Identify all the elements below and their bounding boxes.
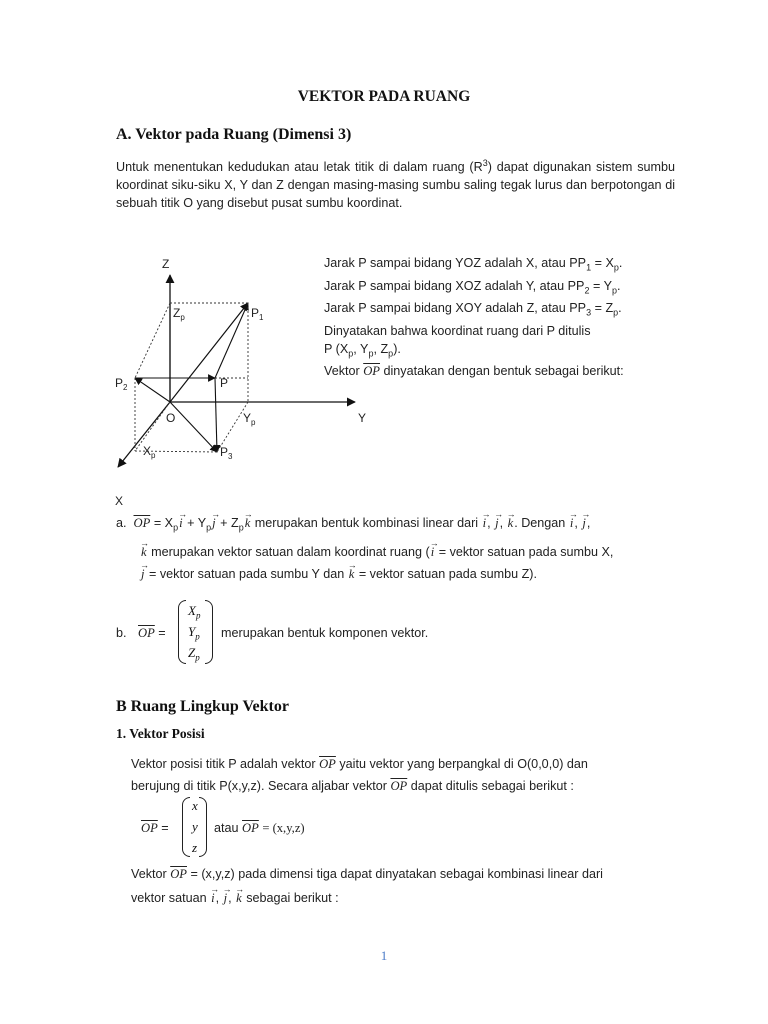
- item-a: a. $\overline{OP} = X_p\to i + Y_p\to j + Z_p\to k$ merupakan bentuk kombinasi linear dari → i, → j, → k. Dengan → i, → j, → k merupakan vektor satuan dalam koordinat ruang (→ i = vektor satuan pada sumbu X, → j = vektor satuan pada sumbu Y dan → k = vektor satuan pada sumbu Z).: [116, 514, 676, 583]
- item-b-text: merupakan bentuk komponen vektor.: [221, 626, 429, 640]
- label-x: X: [115, 494, 124, 508]
- matrix-y: y: [192, 819, 198, 834]
- label-p3: $P_3$: [220, 445, 233, 461]
- label-o: O: [166, 411, 176, 425]
- matrix-b-z: $Z_p$: [188, 645, 200, 663]
- section-a-heading: A. Vektor pada Ruang (Dimensi 3): [116, 126, 352, 143]
- subsection-1-heading: 1. Vektor Posisi: [116, 726, 205, 741]
- label-p2: $P_2$: [115, 376, 128, 392]
- section-a-intro: Untuk menentukan kedudukan atau letak titik di dalam ruang $(R^3)$ dapat digunakan sistem sumbu koordinat siku-siku X, Y dan Z dengan masing-masing sumbu saling tegak lurus dan berpotongan di sebuah titik O yang disebut pusat sumbu koordinat.: [116, 158, 676, 211]
- label-yp: $Y_p$: [243, 411, 256, 427]
- matrix-op-lhs: $\overline{OP}$ =: [141, 821, 169, 835]
- label-z: Z: [162, 257, 170, 271]
- label-p: P: [220, 376, 229, 390]
- posisi-paragraph: Vektor posisi titik P adalah vektor $\overline{OP}$ yaitu vektor yang berpangkal di O(0,0,0) dan berujung di titik P(x,y,z). Secara aljabar vektor $\overline{OP}$ dapat ditulis sebagai berikut :: [131, 757, 588, 793]
- matrix-b-y: $Y_p$: [188, 624, 200, 642]
- matrix-xyz-left-paren: [182, 797, 190, 857]
- vector-pp3: [215, 378, 217, 452]
- label-zp: $Z_p$: [173, 306, 185, 322]
- vector-op2: [135, 378, 170, 402]
- section-b-heading: B Ruang Lingkup Vektor: [116, 698, 289, 715]
- label-y: Y: [358, 411, 367, 425]
- matrix-x: x: [192, 798, 198, 813]
- item-b-label: b.: [116, 626, 127, 640]
- diagram-description: Jarak P sampai bidang YOZ adalah X, atau $PP_1 = X_p$. Jarak P sampai bidang XOZ adalah Y, atau $PP_2 = Y_p$. Jarak P sampai bidang XOY adalah Z, atau $PP_3 = Z_p$. Dinyatakan bahwa koordinat ruang dari P ditulis P ($X_p$, $Y_p$, $Z_p$). Vektor $\overline{OP}$ dinyatakan dengan bentuk sebagai berikut:: [324, 256, 624, 379]
- matrix-b-right-paren: [205, 600, 213, 664]
- matrix-xyz-right-paren: [199, 797, 207, 857]
- vector-op3: [170, 402, 217, 452]
- kombinasi-paragraph: Vektor $\overline{OP} = (x,y,z)$ pada dimensi tiga dapat dinyatakan sebagai kombinasi linear dari vektor satuan → i, → j, → k sebagai berikut :: [131, 865, 675, 907]
- label-xp: $X_p$: [143, 444, 156, 460]
- matrix-b-left-paren: [178, 600, 186, 664]
- label-p1: $P_1$: [251, 306, 264, 322]
- page-title: VEKTOR PADA RUANG: [297, 88, 471, 105]
- matrix-alt-form: atau $\overline{OP} = (x,y,z)$: [214, 821, 305, 835]
- matrix-b-x: $X_p$: [188, 603, 201, 621]
- page-number: 1: [380, 948, 388, 963]
- item-b-op: $\overline{OP}$ =: [138, 626, 166, 640]
- matrix-z: z: [192, 840, 198, 855]
- vector-pp1: [215, 303, 248, 378]
